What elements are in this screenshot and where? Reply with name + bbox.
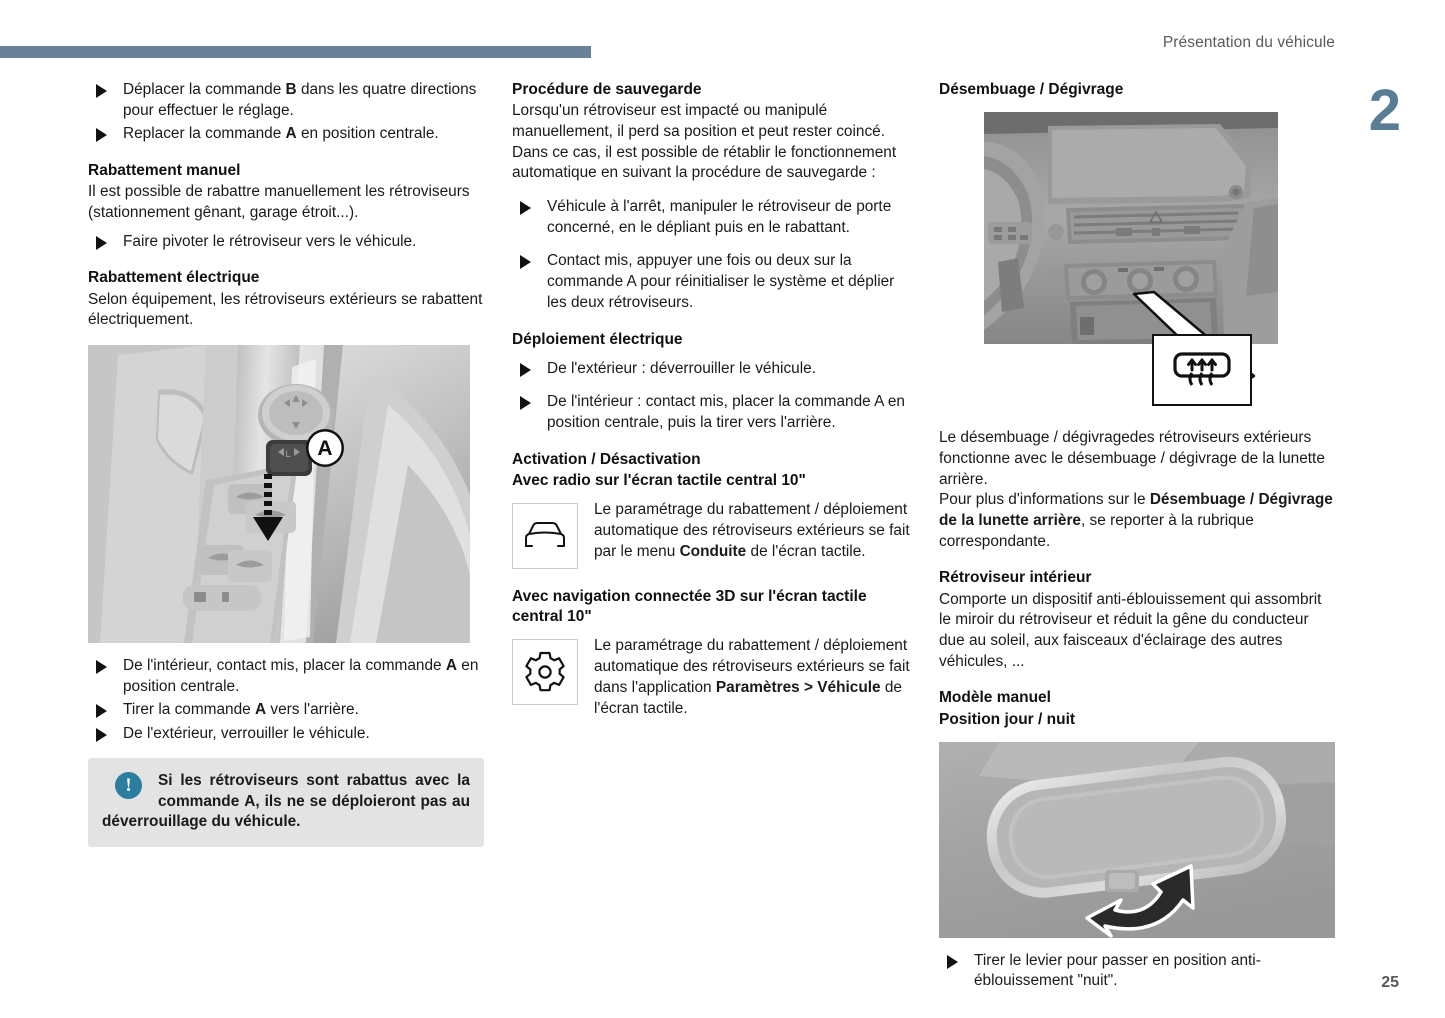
triangle-bullet-icon (947, 955, 958, 969)
list-item (88, 700, 484, 721)
column-left (88, 80, 484, 847)
info-exclamation-icon: ! (115, 772, 142, 799)
heading-rabattement-manuel: Rabattement manuel (88, 162, 241, 180)
list-item (512, 197, 912, 238)
list-item (512, 392, 912, 433)
info-note-box (88, 758, 484, 847)
heading-desembuage-degivrage: Désembuage / Dégivrage (939, 81, 1124, 98)
note-text: Si les rétroviseurs sont rabattus avec la commande A, ils ne se déploieront pas au déverrouillage du véhicule. (102, 771, 470, 831)
info-block-navigation-3d (512, 636, 912, 719)
triangle-bullet-icon (520, 396, 531, 410)
chapter-number: 2 (1368, 78, 1401, 143)
list-item (88, 80, 484, 121)
heading-deploiement-electrique: Déploiement électrique (512, 330, 683, 348)
bullet-text: De l'intérieur, contact mis, placer la commande A en position centrale. (123, 657, 479, 695)
text-radio-screen: Le paramétrage du rabattement / déploiement automatique des rétroviseurs extérieurs se fait par le menu Conduite de l'écran tactile. (594, 501, 910, 560)
heading-rabattement-electrique: Rabattement électrique (88, 269, 260, 287)
rear-defroster-icon (1170, 348, 1234, 392)
bullet-text: Contact mis, appuyer une fois ou deux sur la commande A pour réinitialiser le système et déplier les deux rétroviseurs. (547, 252, 895, 311)
header-accent-bar (0, 46, 591, 58)
list-item (88, 724, 484, 745)
triangle-bullet-icon (96, 84, 107, 98)
column-right (939, 80, 1337, 992)
text-procedure-sauvegarde: Lorsqu'un rétroviseur est impacté ou manipulé manuellement, il perd sa position et peut rester coincé. Dans ce cas, il est possible de rétablir le fonctionnement automatique en suivant la procédure de sauvegarde : (512, 102, 897, 182)
bullet-text: Véhicule à l'arrêt, manipuler le rétroviseur de porte concerné, en le dépliant puis en le rabattant. (547, 198, 892, 236)
car-front-icon (512, 503, 578, 569)
info-block-radio-screen (512, 500, 912, 569)
list-item (939, 951, 1337, 992)
bullet-text: Faire pivoter le rétroviseur vers le véhicule. (123, 232, 417, 250)
bullet-text: Tirer le levier pour passer en position anti-éblouissement "nuit". (974, 951, 1261, 990)
triangle-bullet-icon (520, 201, 531, 215)
list-item (512, 251, 912, 313)
bullet-list-manual-fold (88, 232, 484, 253)
figure-door-panel-control (88, 345, 470, 643)
page-number: 25 (1381, 974, 1399, 991)
triangle-bullet-icon (96, 728, 107, 742)
heading-position-jour-nuit: Position jour / nuit (939, 710, 1076, 728)
bullet-text: Tirer la commande A vers l'arrière. (123, 701, 359, 719)
bullet-text: De l'extérieur : déverrouiller le véhicule. (547, 359, 816, 377)
svg-text:L: L (285, 449, 291, 460)
triangle-bullet-icon (96, 660, 107, 674)
gear-settings-icon (512, 639, 578, 705)
triangle-bullet-icon (96, 704, 107, 718)
rear-defroster-icon-box (1152, 334, 1252, 406)
heading-modele-manuel: Modèle manuel (939, 689, 1051, 707)
triangle-bullet-icon (96, 128, 107, 142)
bullet-list-backup-procedure (512, 197, 912, 314)
heading-activation-desactivation: Activation / Désactivation (512, 450, 701, 468)
list-item (88, 232, 484, 253)
figure-interior-mirror (939, 742, 1335, 938)
heading-retroviseur-interieur: Rétroviseur intérieur (939, 569, 1092, 587)
triangle-bullet-icon (520, 363, 531, 377)
text-defog-2: Pour plus d'informations sur le Désembuage / Dégivrage de la lunette arrière, se reporter à la rubrique correspondante. (939, 491, 1333, 550)
heading-procedure-sauvegarde: Procédure de sauvegarde (512, 81, 702, 98)
text-defog-1: Le désembuage / dégivragedes rétroviseurs extérieurs fonctionne avec le désembuage / dégivrage de la lunette arrière. (939, 429, 1325, 488)
triangle-bullet-icon (96, 236, 107, 250)
heading-navigation-3d: Avec navigation connectée 3D sur l'écran tactile central 10" (512, 588, 867, 626)
bullet-list-adjustment (88, 80, 484, 145)
column-middle (512, 80, 912, 719)
list-item (88, 656, 484, 697)
bullet-text: De l'intérieur : contact mis, placer la commande A en position centrale, puis la tirer vers l'arrière. (547, 393, 905, 432)
triangle-bullet-icon (520, 255, 531, 269)
bullet-list-mirror-lever (939, 951, 1337, 992)
heading-avec-radio: Avec radio sur l'écran tactile central 10" (512, 472, 806, 490)
bullet-list-after-door-figure (88, 656, 484, 745)
bullet-text: De l'extérieur, verrouiller le véhicule. (123, 725, 370, 743)
list-item (88, 124, 484, 145)
text-retroviseur-interieur: Comporte un dispositif anti-éblouissement qui assombrit le miroir du rétroviseur et réduit la gêne du conducteur due au soleil, aux faisceaux d'éclairage des autres véhicules, ... (939, 590, 1322, 670)
text-rabattement-manuel: Il est possible de rabattre manuellement les rétroviseurs (stationnement gênant, garage étroit...). (88, 183, 470, 222)
bullet-text: Replacer la commande A en position centrale. (123, 125, 439, 143)
text-navigation-3d: Le paramétrage du rabattement / déploiement automatique des rétroviseurs extérieurs se fait dans l'application Paramètres > Véhicule de l'écran tactile. (594, 637, 910, 717)
bullet-list-electric-deploy (512, 359, 912, 434)
page-header-title: Présentation du véhicule (1162, 34, 1335, 51)
svg-text:A: A (317, 437, 333, 461)
list-item (512, 359, 912, 380)
figure-dashboard-wrap (939, 112, 1337, 428)
text-rabattement-electrique: Selon équipement, les rétroviseurs extérieurs se rabattent électriquement. (88, 290, 483, 329)
bullet-text: Déplacer la commande B dans les quatre directions pour effectuer le réglage. (123, 81, 477, 119)
